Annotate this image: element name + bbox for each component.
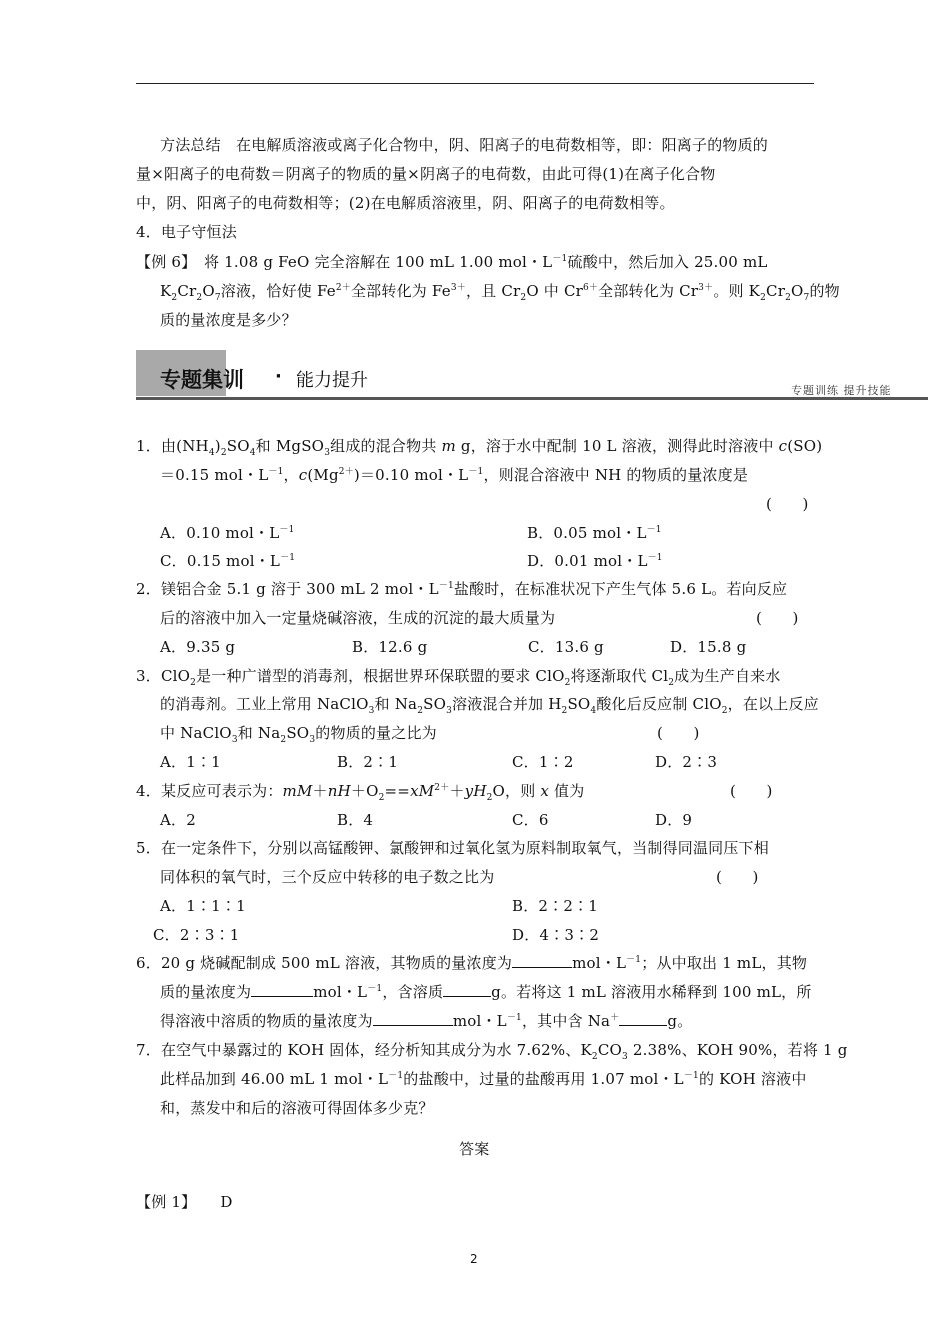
answer-example-1: [136, 1192, 233, 1212]
example-6-line-2: $K_2Cr_2O_7$溶液，恰好使 $Fe^{2+}$全部转化为 $Fe^{3+}$，且 $Cr_2O$ 中 $Cr^{6+}$全部转化为 $Cr^{3+}$。则 $K_2Cr_2O_7$的物: [160, 282, 840, 303]
q4-line-1: 4．某反应可表示为：$mM+nH+O_2==xM^{2+}+yH_2O$，则 x 值为: [136, 782, 585, 803]
q7-line-3: 和，蒸发中和后的溶液可得固体多少克？: [160, 1099, 434, 1117]
banner-dot: ·: [275, 366, 282, 387]
q6-blank-4[interactable]: [373, 1011, 453, 1026]
q1-option-a: A．0.10 mol・$L^{-1}$: [160, 524, 295, 542]
q6-line-1: 6．20 g 烧碱配制成 500 mL 溶液，其物质的量浓度为 mol・$L^{-1}$；从中取出 1 mL，其物: [136, 954, 808, 972]
q3-line-1: 3．ClO$_2$是一种广谱型的消毒剂，根据世界环保联盟的要求 ClO$_2$将逐渐取代 $Cl_2$成为生产自来水: [136, 667, 781, 688]
q5-option-c: C．2∶3∶1: [153, 926, 240, 944]
q7-line-1: 7．在空气中暴露过的 KOH 固体，经分析知其成分为水 7.62%、$K_2CO_3$ 2.38%、KOH 90%，若将 1 g: [136, 1041, 848, 1062]
q4-option-d: D．9: [655, 811, 693, 829]
page-number: 2: [470, 1252, 478, 1266]
q2-line-2: 后的溶液中加入一定量烧碱溶液，生成的沉淀的最大质量为: [160, 609, 556, 627]
answer-heading: 答案: [459, 1140, 490, 1158]
method-summary-line-1: 方法总结 在电解质溶液或离子化合物中，阴、阳离子的电荷数相等，即：阳离子的物质的: [160, 136, 769, 154]
q3-option-c: C．1∶2: [512, 753, 574, 771]
banner-subtitle: 能力提升: [296, 370, 368, 391]
banner-title: 专题集训: [160, 368, 244, 392]
answer-example-1-value: D: [220, 1193, 233, 1211]
q2-option-c: C．13.6 g: [528, 638, 604, 656]
q5-line-1: 5．在一定条件下，分别以高锰酸钾、氯酸钾和过氧化氢为原料制取氧气，当制得同温同压下相: [136, 839, 769, 857]
q6-blank-2[interactable]: [251, 982, 313, 997]
q1-answer-paren: ( ): [766, 495, 809, 513]
q3-option-b: B．2∶1: [337, 753, 399, 771]
answer-example-1-label: 【例 1】: [136, 1193, 197, 1211]
q5-option-b: B．2∶2∶1: [512, 897, 599, 915]
q5-option-d: D．4∶3∶2: [512, 926, 600, 944]
q3-option-a: A．1∶1: [160, 753, 221, 771]
q5-answer-paren: ( ): [716, 868, 759, 886]
q1-option-c: C．0.15 mol・$L^{-1}$: [160, 552, 296, 570]
section-banner: [136, 350, 936, 402]
q2-line-1: 2．镁铝合金 5.1 g 溶于 300 mL 2 mol・$L^{-1}$盐酸时，在标准状况下产生气体 5.6 L。若向反应: [136, 580, 788, 598]
banner-right-caption: 专题训练 提升技能: [791, 384, 892, 397]
q5-option-a: A．1∶1∶1: [160, 897, 246, 915]
example-6-line-1: 【例 6】 将 1.08 g FeO 完全溶解在 100 mL 1.00 mol・$L^{-1}$硫酸中，然后加入 25.00 mL: [136, 253, 768, 271]
q4-answer-paren: ( ): [730, 782, 773, 800]
example-6-line-3: 质的量浓度是多少？: [160, 311, 297, 329]
q3-option-d: D．2∶3: [655, 753, 718, 771]
q2-option-a: A．9.35 g: [160, 638, 236, 656]
example-6-label: 【例 6】: [136, 253, 189, 271]
q2-option-b: B．12.6 g: [352, 638, 428, 656]
q2-option-d: D．15.8 g: [670, 638, 747, 656]
q4-option-b: B．4: [337, 811, 374, 829]
header-rule: [136, 83, 814, 84]
q4-option-a: A．2: [160, 811, 196, 829]
q6-line-2: 质的量浓度为 mol・$L^{-1}$，含溶质 g。若将这 1 mL 溶液用水稀释到 100 mL，所: [160, 983, 812, 1001]
q1-option-d: D．0.01 mol・$L^{-1}$: [527, 552, 663, 570]
q3-line-3: 中 NaClO$_3$和 $Na_2SO_3$的物质的量之比为: [160, 724, 437, 745]
q6-blank-3[interactable]: [443, 982, 491, 997]
q4-option-c: C．6: [512, 811, 549, 829]
q3-line-2: 的消毒剂。工业上常用 NaClO$_3$和 $Na_2SO_3$溶液混合并加 $H_2SO_4$酸化后反应制 ClO$_2$，在以上反应: [160, 695, 819, 716]
q1-option-b: B．0.05 mol・$L^{-1}$: [527, 524, 662, 542]
q3-answer-paren: ( ): [657, 724, 700, 742]
q6-line-3: 得溶液中溶质的物质的量浓度为 mol・$L^{-1}$，其中含 Na＋ g。: [160, 1012, 693, 1030]
q1-line-2: ＝0.15 mol・$L^{-1}$，$c(Mg^{2+})=0.10$ mol・$L^{-1}$，则混合溶液中 NH 的物质的量浓度是: [160, 466, 749, 484]
q6-blank-1[interactable]: [512, 953, 572, 968]
q5-line-2: 同体积的氧气时，三个反应中转移的电子数之比为: [160, 868, 495, 886]
q6-blank-5[interactable]: [619, 1011, 667, 1026]
method-summary-line-2: 量×阳离子的电荷数＝阴离子的物质的量×阴离子的电荷数，由此可得(1)在离子化合物: [136, 165, 716, 183]
q1-line-1: 1．由$(NH_4)_2SO_4$和 MgSO$_3$组成的混合物共 m g，溶于水中配制 10 L 溶液，测得此时溶液中 c(SO): [136, 437, 823, 458]
method-summary-line-3: 中，阴、阳离子的电荷数相等；(2)在电解质溶液里，阴、阳离子的电荷数相等。: [136, 194, 675, 212]
q2-answer-paren: ( ): [756, 609, 799, 627]
q7-line-2: 此样品加到 46.00 mL 1 mol・$L^{-1}$的盐酸中，过量的盐酸再用 1.07 mol・$L^{-1}$的 KOH 溶液中: [160, 1070, 807, 1088]
section-heading-electron-conservation: 4．电子守恒法: [136, 223, 237, 241]
